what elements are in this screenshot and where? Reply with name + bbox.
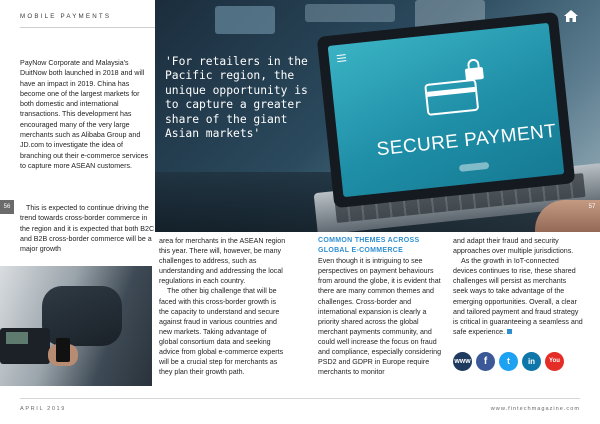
section-label: MOBILE PAYMENTS xyxy=(20,13,112,20)
intro-column-continued xyxy=(20,203,155,254)
end-of-article-mark xyxy=(507,329,512,334)
issue-date: APRIL 2019 xyxy=(20,406,66,412)
body-paragraph: As the growth in IoT-connected devices continues to rise, these shared challenges will persist as merchants seek ways to take advantage of the emerging opportunities. Overall, a clear and tailored payment and fraud strategy is critical in guaranteeing a seamless and safe experience. xyxy=(453,257,583,336)
youtube-icon[interactable]: You xyxy=(545,352,564,371)
body-column-3 xyxy=(453,236,583,337)
website-link[interactable]: www.fintechmagazine.com xyxy=(490,406,580,412)
social-links xyxy=(453,352,563,372)
screen-button xyxy=(459,162,490,172)
header-divider xyxy=(20,27,155,28)
laptop-display xyxy=(328,23,565,197)
twitter-icon[interactable]: t xyxy=(499,352,518,371)
smartphone xyxy=(56,338,70,362)
section-heading: GLOBAL E-COMMERCE xyxy=(318,247,404,255)
payment-terminal-photo xyxy=(0,266,152,386)
pull-quote: 'For retailers in the Pacific region, the unique opportunity is to capture a greater share of the giant Asian markets' xyxy=(165,55,308,141)
page-number-left: 56 xyxy=(0,200,14,214)
body-column-1 xyxy=(159,236,287,377)
body-paragraph: and adapt their fraud and security approaches over multiple jurisdictions. xyxy=(453,237,574,256)
closing-paragraph xyxy=(453,256,583,337)
intro-paragraph: This is expected to continue driving the trend towards cross-border commerce in the region and it is expected that both B2C and B2B cross-border commerce will be a major growth xyxy=(20,204,155,254)
secure-payment-text: SECURE PAYMENT xyxy=(375,120,558,161)
website-icon[interactable]: www xyxy=(453,352,472,371)
home-icon[interactable] xyxy=(563,9,579,23)
body-paragraph: The other big challenge that will be faced with this cross-border growth is the capacity to understand and secure against fraud in various countries and new markets. Taking advantage of global consortium data and seeking advice from global e-commerce experts will be a crucial step for merchants as they plan their growth path. xyxy=(159,287,284,377)
linkedin-icon[interactable]: in xyxy=(522,352,541,371)
intro-column xyxy=(20,58,154,171)
body-paragraph: area for merchants in the ASEAN region this year. There will, however, be many challenges to address, such as understanding and addressing the local regulations in each country. xyxy=(159,237,286,286)
body-column-2 xyxy=(318,236,446,377)
laptop-screen xyxy=(317,12,576,208)
credit-card-icon xyxy=(424,79,479,116)
background-blur xyxy=(215,6,275,34)
body-paragraph: Even though it is intriguing to see perspectives on payment behaviours from around the globe, it is evident that there are many common themes and challenges. Cross-border and international expansion is clearly a priority shared across the global merchant payments community, and could well increase the focus on fraud and compliance, especially considering PSD2 and GDPR in Europe require merchants to monitor xyxy=(318,257,442,377)
facebook-icon[interactable]: f xyxy=(476,352,495,371)
menu-icon xyxy=(337,54,347,62)
terminal-screen xyxy=(6,332,28,344)
intro-paragraph: PayNow Corporate and Malaysia's DuitNow both launched in 2018 and will have an impact in 2019. China has become one of the largest markets for both domestic and international transactions. This development has encouraged many of the very large merchants such as Alibaba Group and JD.com to investigate the idea of branching out their e-commerce services to capture more ASEAN customers. xyxy=(20,59,149,170)
section-heading: COMMON THEMES ACROSS xyxy=(318,237,420,244)
person-arm xyxy=(42,286,122,346)
lock-icon xyxy=(464,58,484,80)
page-number-right: 57 xyxy=(588,204,596,210)
background-blur xyxy=(305,4,395,22)
footer-divider xyxy=(20,398,580,399)
